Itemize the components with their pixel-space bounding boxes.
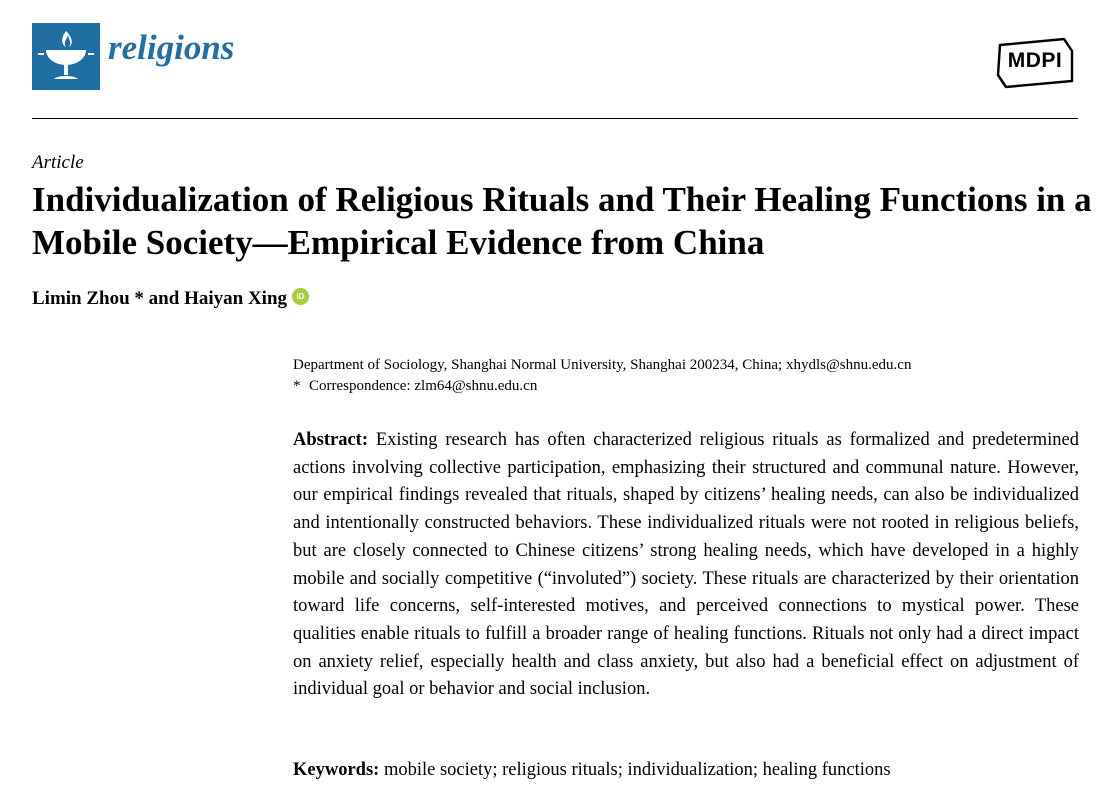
publisher-logo xyxy=(992,35,1078,91)
abstract xyxy=(293,427,1079,704)
article-type: Article xyxy=(32,152,84,173)
chalice-icon xyxy=(32,23,100,90)
abstract-text: Existing research has often characterized religious rituals as formalized and predetermined actions involving collective participation, emphasizing their structured and communal nature. However, our empirical findings revealed that rituals, shaped by citizens’ healing needs, can also be individualized and intentionally constructed behaviors. These individualized rituals were not rooted in religious beliefs, but are closely connected to Chinese citizens’ strong healing needs, which have developed in a highly mobile and socially competitive (“involuted”) society. These rituals are characterized by their orientation toward life concerns, self-interested motives, and perceived connections to mystical power. These qualities enable rituals to fulfill a broader range of healing functions. Rituals not only had a direct impact on anxiety relief, especially health and class anxiety, but also had a beneficial effect on adjustment of individual goal or behavior and social inclusion. xyxy=(293,430,1079,700)
correspondence-text: Correspondence: zlm64@shnu.edu.cn xyxy=(309,378,538,394)
abstract-label: Abstract: xyxy=(293,430,369,450)
affiliations xyxy=(293,355,1083,397)
header-divider xyxy=(32,118,1078,119)
journal-logo xyxy=(32,23,100,90)
correspondence-mark: * xyxy=(293,378,301,394)
article-title: Individualization of Religious Rituals and Their Healing Functions in a Mobile Society—Empirical Evidence from China xyxy=(32,180,1092,262)
orcid-icon[interactable]: iD xyxy=(292,288,309,305)
keywords xyxy=(293,757,1079,784)
keywords-label: Keywords: xyxy=(293,760,380,780)
authors-text: Limin Zhou * and Haiyan Xing xyxy=(32,288,288,309)
journal-name: religions xyxy=(108,28,235,67)
publisher-name: MDPI xyxy=(1007,49,1063,72)
affiliation-line: Department of Sociology, Shanghai Normal University, Shanghai 200234, China; xhydls@shnu.edu.cn xyxy=(293,357,912,373)
correspondence-line xyxy=(293,376,1083,397)
keywords-text: mobile society; religious rituals; individualization; healing functions xyxy=(383,760,891,780)
author-list xyxy=(32,287,309,311)
